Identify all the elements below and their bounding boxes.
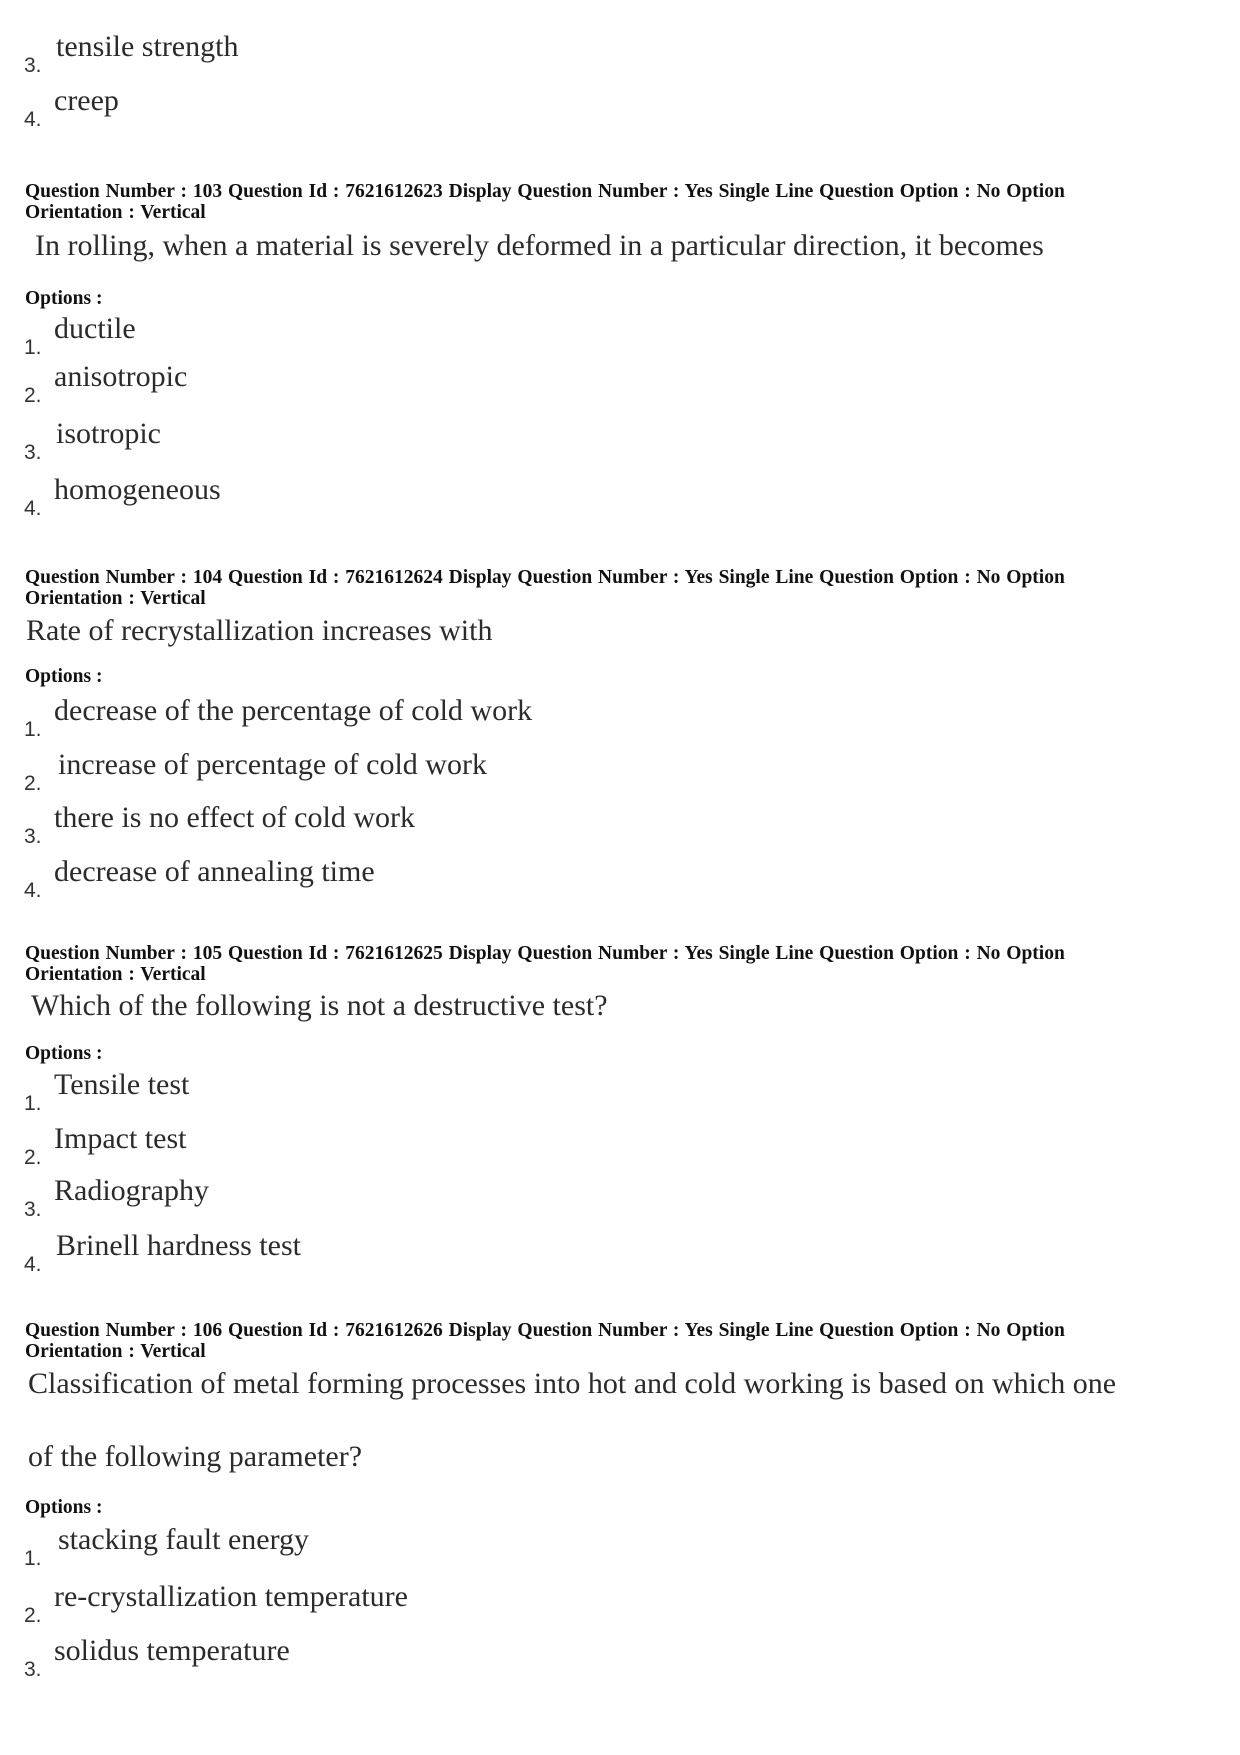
option-text: solidus temperature <box>54 1634 290 1667</box>
option-number: 3. <box>24 1658 42 1681</box>
option-number: 4. <box>24 1253 42 1276</box>
options-label: Options : <box>25 1043 103 1064</box>
option-text: homogeneous <box>54 473 221 506</box>
option-item <box>24 694 1124 742</box>
option-number: 3. <box>24 825 42 848</box>
option-number: 3. <box>24 1198 42 1221</box>
option-item <box>24 801 1124 849</box>
option-text: Brinell hardness test <box>56 1229 301 1262</box>
option-text: anisotropic <box>54 360 188 393</box>
option-number: 1. <box>24 1547 42 1570</box>
option-text: Impact test <box>54 1122 187 1155</box>
question-text-line-1: Classification of metal forming processes into hot and cold working is based on which one <box>28 1367 1117 1400</box>
option-text: stacking fault energy <box>58 1523 310 1556</box>
option-item <box>24 748 1124 796</box>
option-number: 4. <box>24 497 42 520</box>
option-item <box>24 1634 1124 1682</box>
option-number: 2. <box>24 1604 42 1627</box>
option-item <box>24 417 1124 465</box>
options-label: Options : <box>25 1497 103 1518</box>
option-text: ductile <box>54 312 136 345</box>
option-text: re-crystallization temperature <box>54 1580 408 1613</box>
option-item <box>24 1580 1124 1628</box>
option-text: decrease of the percentage of cold work <box>54 694 533 727</box>
option-item <box>24 1068 1124 1116</box>
option-item <box>24 360 1124 408</box>
question-meta: Question Number : 105 Question Id : 7621612625 Display Question Number : Yes Single Line Question Option : No Option Orientation : Vertical <box>25 943 1065 985</box>
option-number: 2. <box>24 384 42 407</box>
option-text: creep <box>54 84 119 117</box>
option-number: 3. <box>24 54 42 77</box>
question-text-line-2: of the following parameter? <box>28 1440 363 1473</box>
question-meta: Question Number : 103 Question Id : 7621612623 Display Question Number : Yes Single Line Question Option : No Option Orientation : Vertical <box>25 181 1065 223</box>
option-number: 1. <box>24 336 42 359</box>
option-item <box>24 1523 1124 1571</box>
question-text: In rolling, when a material is severely deformed in a particular direction, it becomes <box>35 229 1044 262</box>
option-text: tensile strength <box>56 30 239 63</box>
option-text: there is no effect of cold work <box>54 801 415 834</box>
option-number: 1. <box>24 1092 42 1115</box>
option-item <box>24 1174 1124 1222</box>
question-meta: Question Number : 106 Question Id : 7621612626 Display Question Number : Yes Single Line Question Option : No Option Orientation : Vertical <box>25 1320 1065 1362</box>
option-item <box>24 1122 1124 1170</box>
question-text: Rate of recrystallization increases with <box>26 614 493 647</box>
option-item <box>24 855 1124 903</box>
option-number: 2. <box>24 1146 42 1169</box>
option-number: 3. <box>24 441 42 464</box>
option-item <box>24 84 1124 132</box>
option-number: 1. <box>24 718 42 741</box>
option-number: 4. <box>24 879 42 902</box>
options-label: Options : <box>25 288 103 309</box>
options-label: Options : <box>25 666 103 687</box>
option-item <box>24 473 1124 521</box>
option-number: 4. <box>24 108 42 131</box>
option-text: decrease of annealing time <box>54 855 375 888</box>
option-text: Radiography <box>54 1174 209 1207</box>
option-text: isotropic <box>56 417 161 450</box>
option-item <box>24 1229 1124 1277</box>
option-number: 2. <box>24 772 42 795</box>
question-meta: Question Number : 104 Question Id : 7621612624 Display Question Number : Yes Single Line Question Option : No Option Orientation : Vertical <box>25 567 1065 609</box>
option-item <box>24 312 1124 360</box>
option-item <box>24 30 1124 78</box>
option-text: increase of percentage of cold work <box>58 748 487 781</box>
question-text: Which of the following is not a destructive test? <box>31 989 608 1022</box>
option-text: Tensile test <box>54 1068 190 1101</box>
